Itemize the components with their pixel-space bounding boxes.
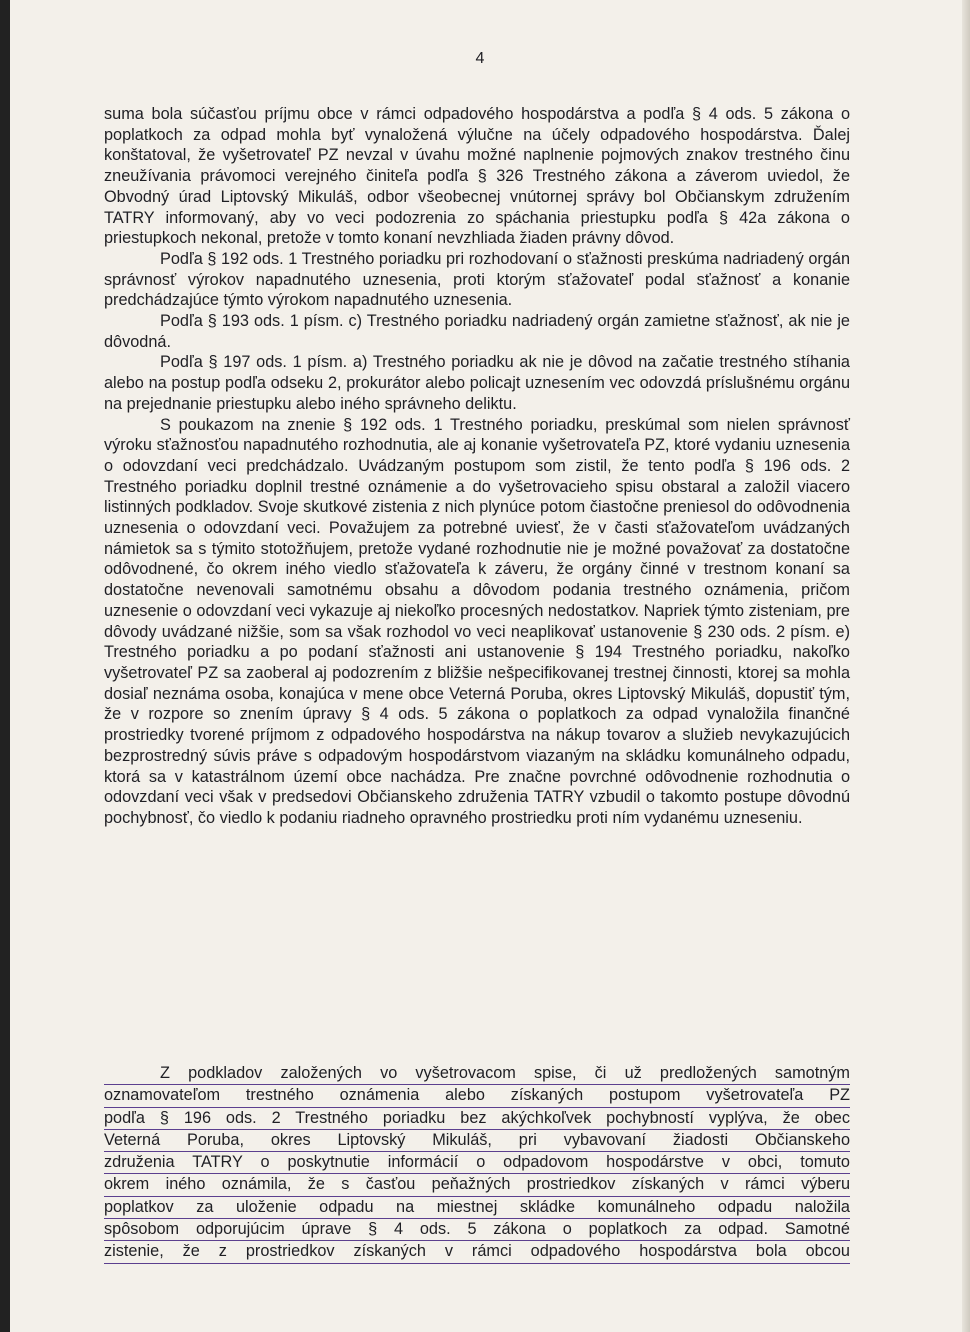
paragraph-193: Podľa § 193 ods. 1 písm. c) Trestného poriadku nadriadený orgán zamietne sťažnosť, ak nie je dôvodná. (104, 312, 850, 351)
underlined-line: okrem iného oznámila, že s časťou peňažných prostriedkov získaných v rámci výberu (104, 1174, 850, 1196)
underlined-paragraph (104, 1063, 850, 1264)
underlined-line: oznamovateľom trestného oznámenia alebo získaných postupom vyšetrovateľa PZ (104, 1085, 850, 1107)
page-number: 4 (475, 50, 485, 67)
document-body (104, 104, 850, 829)
paragraph-intro: suma bola súčasťou príjmu obce v rámci odpadového hospodárstva a podľa § 4 ods. 5 zákona o poplatkoch za odpad mohla byť vynaložená výlučne na účely odpadového hospodárstva. Ďalej konštatoval, že vyšetrovateľ PZ nevzal v úvahu možné naplnenie pojmových znakov trestného činu zneužívania právomoci verejného činiteľa podľa § 326 Trestného zákona a záverom uviedol, že Obvodný úrad Liptovský Mikuláš, odbor všeobecnej vnútornej správy bol Občianskym združením TATRY informovaný, aby vo veci podozrenia zo spáchania priestupku podľa § 42a zákona o priestupkoch nekonal, pretože v tomto konaní nevzhliada žiaden právny dôvod. (104, 105, 850, 248)
underlined-line: podľa § 196 ods. 2 Trestného poriadku bez akýchkoľvek pochybností vyplýva, že obec (104, 1108, 850, 1130)
paragraph-192: Podľa § 192 ods. 1 Trestného poriadku pri rozhodovaní o sťažnosti preskúma nadriadený orgán správnosť výrokov napadnutého uznesenia, proti ktorým sťažovateľ podal sťažnosť a konanie predchádzajúce týmto výrokom napadnutého uznesenia. (104, 249, 850, 310)
underlined-line: poplatkov za uloženie odpadu na miestnej skládke komunálneho odpadu naložila (104, 1197, 850, 1219)
underlined-line: Veterná Poruba, okres Liptovský Mikuláš, pri vybavovaní žiadosti Občianskeho (104, 1130, 850, 1152)
underlined-line: zistenie, že z prostriedkov získaných v rámci odpadového hospodárstva bola obcou (104, 1241, 850, 1263)
scan-left-edge (0, 0, 10, 1332)
scan-right-edge (962, 0, 970, 1332)
paragraph-review: S poukazom na znenie § 192 ods. 1 Trestného poriadku, preskúmal som nielen správnosť výroku sťažnosťou napadnutého rozhodnutia, ale aj konanie vyšetrovateľa PZ, ktoré vydaniu uznesenia o odovzdaní veci predchádzalo. Uvádzaným postupom som zistil, že tento podľa § 196 ods. 2 Trestného poriadku doplnil trestné oznámenie a do vyšetrovacieho spisu obstaral a založil viacero listinných podkladov. Svoje skutkové zistenia z nich plynúce potom čiastočne preniesol do odôvodnenia uznesenia o odovzdaní veci. Považujem za potrebné uviesť, že v časti sťažovateľom uvádzaných námietok sa s týmito stotožňujem, pretože vydané rozhodnutie nie je možné považovať za dostatočne odôvodnené, čo okrem iného viedlo sťažovateľa k záveru, že orgány činné v trestnom konaní sa dostatočne nevenovali samotnému obsahu a dôvodom podania trestného oznámenia, pričom uznesenie o odovzdaní veci vykazuje aj niekoľko procesných nedostatkov. Napriek týmto zisteniam, pre dôvody uvádzané nižšie, som sa však rozhodol vo veci neaplikovať ustanovenie § 230 ods. 2 písm. e) Trestného poriadku a po podaní sťažnosti ani ustanovenie § 194 Trestného poriadku, nakoľko vyšetrovateľ PZ sa zaoberal aj podozrením z bližšie nešpecifikovanej trestnej činnosti, ktorej sa mohla dosiaľ neznáma osoba, konajúca v mene obce Veterná Poruba, okres Liptovský Mikuláš, dopustiť tým, že v rozpore so znením úpravy § 4 ods. 5 zákona o poplatkoch za odpad vynaložila finančné prostriedky tvorené príjmom z odpadového hospodárstva na nákup tovarov a služieb nevykazujúcich bezprostredný súvis práve s odpadovým hospodárstvom viazaným na skládku komunálneho odpadu, ktorá sa v katastrálnom území obce nachádza. Pre značne povrchné odôvodnenie rozhodnutia o odovzdaní veci však v predsedovi Občianskeho združenia TATRY vzbudil o takomto postupe dôvodnú pochybnosť, čo viedlo k podaniu riadneho opravného prostriedku proti ním vydanému uzneseniu. (104, 415, 850, 827)
underlined-line: spôsobom odporujúcim úprave § 4 ods. 5 zákona o poplatkoch za odpad. Samotné (104, 1219, 850, 1241)
underlined-line: Z podkladov založených vo vyšetrovacom spise, či už predložených samotným (104, 1063, 850, 1085)
paragraph-197: Podľa § 197 ods. 1 písm. a) Trestného poriadku ak nie je dôvod na začatie trestného stíhania alebo na postup podľa odseku 2, prokurátor alebo policajt uznesením vec odovzdá príslušnému orgánu na prejednanie priestupku alebo iného správneho deliktu. (104, 353, 850, 413)
underlined-line: združenia TATRY o poskytnutie informácií o odpadovom hospodárstve v obci, tomuto (104, 1152, 850, 1174)
